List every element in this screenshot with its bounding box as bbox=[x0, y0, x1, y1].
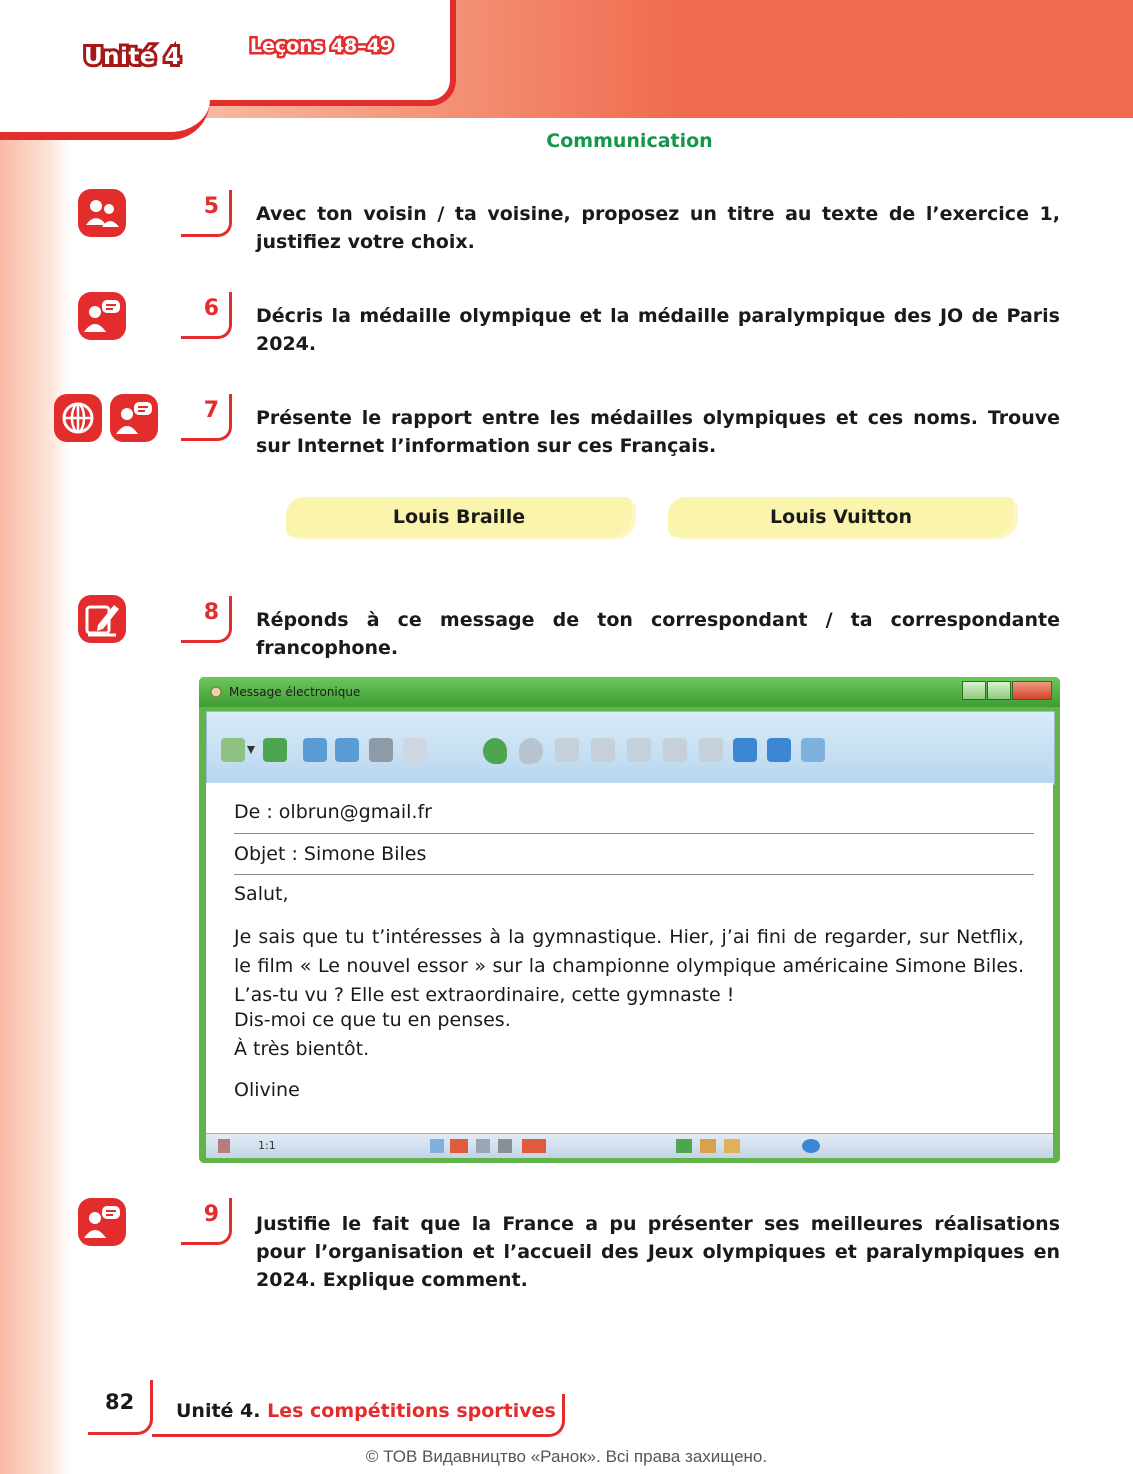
section-title: Communication bbox=[546, 130, 713, 152]
flag-icon[interactable] bbox=[450, 1139, 468, 1153]
status-icon bbox=[218, 1139, 230, 1153]
list-icon[interactable] bbox=[476, 1139, 490, 1153]
send-receive-icon[interactable] bbox=[221, 738, 245, 762]
new-message-icon[interactable] bbox=[303, 738, 327, 762]
exercise-5-text: Avec ton voisin / ta voisine, proposez un titre au texte de l’exercice 1, justifiez votre choix. bbox=[256, 203, 1060, 253]
security-icon[interactable] bbox=[700, 1139, 716, 1153]
unit-label: Unité 4 bbox=[84, 44, 182, 70]
message-pane bbox=[206, 783, 1053, 1133]
print-icon[interactable] bbox=[369, 738, 393, 762]
close-button[interactable] bbox=[1012, 681, 1052, 700]
speaking-icon bbox=[110, 394, 158, 442]
undo-icon[interactable] bbox=[483, 738, 507, 764]
attach-icon[interactable] bbox=[699, 738, 723, 762]
lock-icon[interactable] bbox=[498, 1139, 512, 1153]
exercise-6-text: Décris la médaille olympique et la médaille paralympique des JO de Paris 2024. bbox=[256, 305, 1060, 355]
email-window bbox=[199, 677, 1060, 1163]
redo-icon[interactable] bbox=[519, 738, 543, 764]
footer-running-title bbox=[176, 1400, 556, 1422]
from-field: De : olbrun@gmail.fr bbox=[234, 801, 432, 823]
copyright-notice: © ТОВ Видавництво «Ранок». Всі права захищено. bbox=[365, 1447, 768, 1466]
message-body-paragraph: Je sais que tu t’intéresses à la gymnastique. Hier, j’ai fini de regarder, sur Netflix, le film « Le nouvel essor » sur la championne olympique américaine Simone Biles. L’as-tu vu ? Elle est extraordinaire, cette gymnaste ! bbox=[234, 926, 1024, 1006]
subject-field: Objet : Simone Biles bbox=[234, 843, 427, 865]
delete-icon[interactable] bbox=[403, 738, 427, 762]
minimize-button[interactable] bbox=[962, 681, 986, 700]
window-controls bbox=[961, 681, 1052, 698]
exercise-number-7: 7 bbox=[181, 394, 232, 441]
window-titlebar bbox=[199, 677, 1060, 707]
greeting: Salut, bbox=[234, 883, 289, 905]
speaking-icon bbox=[78, 1198, 126, 1246]
window-title: Message électronique bbox=[229, 685, 361, 699]
page-number: 82 bbox=[105, 1390, 135, 1414]
footer-title: Les compétitions sportives bbox=[267, 1400, 556, 1422]
paste-special-icon[interactable] bbox=[663, 738, 687, 762]
signature: Olivine bbox=[234, 1079, 300, 1101]
download-icon[interactable] bbox=[263, 738, 287, 762]
writing-icon bbox=[78, 595, 126, 643]
window-icon[interactable] bbox=[733, 738, 757, 762]
paste-icon[interactable] bbox=[627, 738, 651, 762]
maximize-button[interactable] bbox=[987, 681, 1011, 700]
copy-icon[interactable] bbox=[555, 738, 579, 762]
status-bar bbox=[206, 1133, 1053, 1158]
footer-unit: Unité 4. bbox=[176, 1400, 261, 1422]
message-body-line: À très bientôt. bbox=[234, 1038, 370, 1060]
internet-globe-icon bbox=[54, 394, 102, 442]
exercise-number-8: 8 bbox=[181, 596, 232, 643]
speaking-icon bbox=[78, 292, 126, 340]
view-icon[interactable] bbox=[430, 1139, 444, 1153]
exercise-9-text: Justifie le fait que la France a pu présenter ses meilleures réalisations pour l’organisation et l’accueil des Jeux olympiques et paralympiques en 2024. Explique comment. bbox=[256, 1213, 1060, 1291]
message-body-line: Dis-moi ce que tu en penses. bbox=[234, 1009, 511, 1031]
cut-icon[interactable] bbox=[591, 738, 615, 762]
app-icon bbox=[209, 685, 223, 699]
forward-icon[interactable] bbox=[335, 738, 359, 762]
left-margin-band bbox=[0, 0, 70, 1474]
name-card-louis-vuitton: Louis Vuitton bbox=[668, 497, 1014, 537]
divider bbox=[234, 833, 1034, 834]
dropdown-arrow-icon[interactable] bbox=[247, 746, 255, 754]
exercise-8-text: Réponds à ce message de ton correspondant / ta correspondante francophone. bbox=[256, 609, 1060, 659]
insert-icon[interactable] bbox=[767, 738, 791, 762]
exercise-number-5: 5 bbox=[181, 190, 232, 237]
name-card-louis-braille: Louis Braille bbox=[286, 497, 632, 537]
info-icon[interactable] bbox=[801, 738, 825, 762]
exercise-number-6: 6 bbox=[181, 292, 232, 339]
abc-icon[interactable] bbox=[522, 1139, 546, 1153]
exercise-7-text: Présente le rapport entre les médailles olympiques et ces noms. Trouve sur Internet l’information sur ces Français. bbox=[256, 407, 1060, 457]
exercise-number-9: 9 bbox=[181, 1198, 232, 1245]
lessons-label: Leçons 48–49 bbox=[250, 35, 394, 57]
priority-icon[interactable] bbox=[724, 1139, 740, 1153]
clock-icon[interactable] bbox=[802, 1139, 820, 1153]
pair-work-icon bbox=[78, 189, 126, 237]
network-icon[interactable] bbox=[676, 1139, 692, 1153]
divider bbox=[234, 874, 1034, 875]
status-position: 1:1 bbox=[258, 1139, 276, 1152]
email-toolbar bbox=[206, 711, 1055, 785]
